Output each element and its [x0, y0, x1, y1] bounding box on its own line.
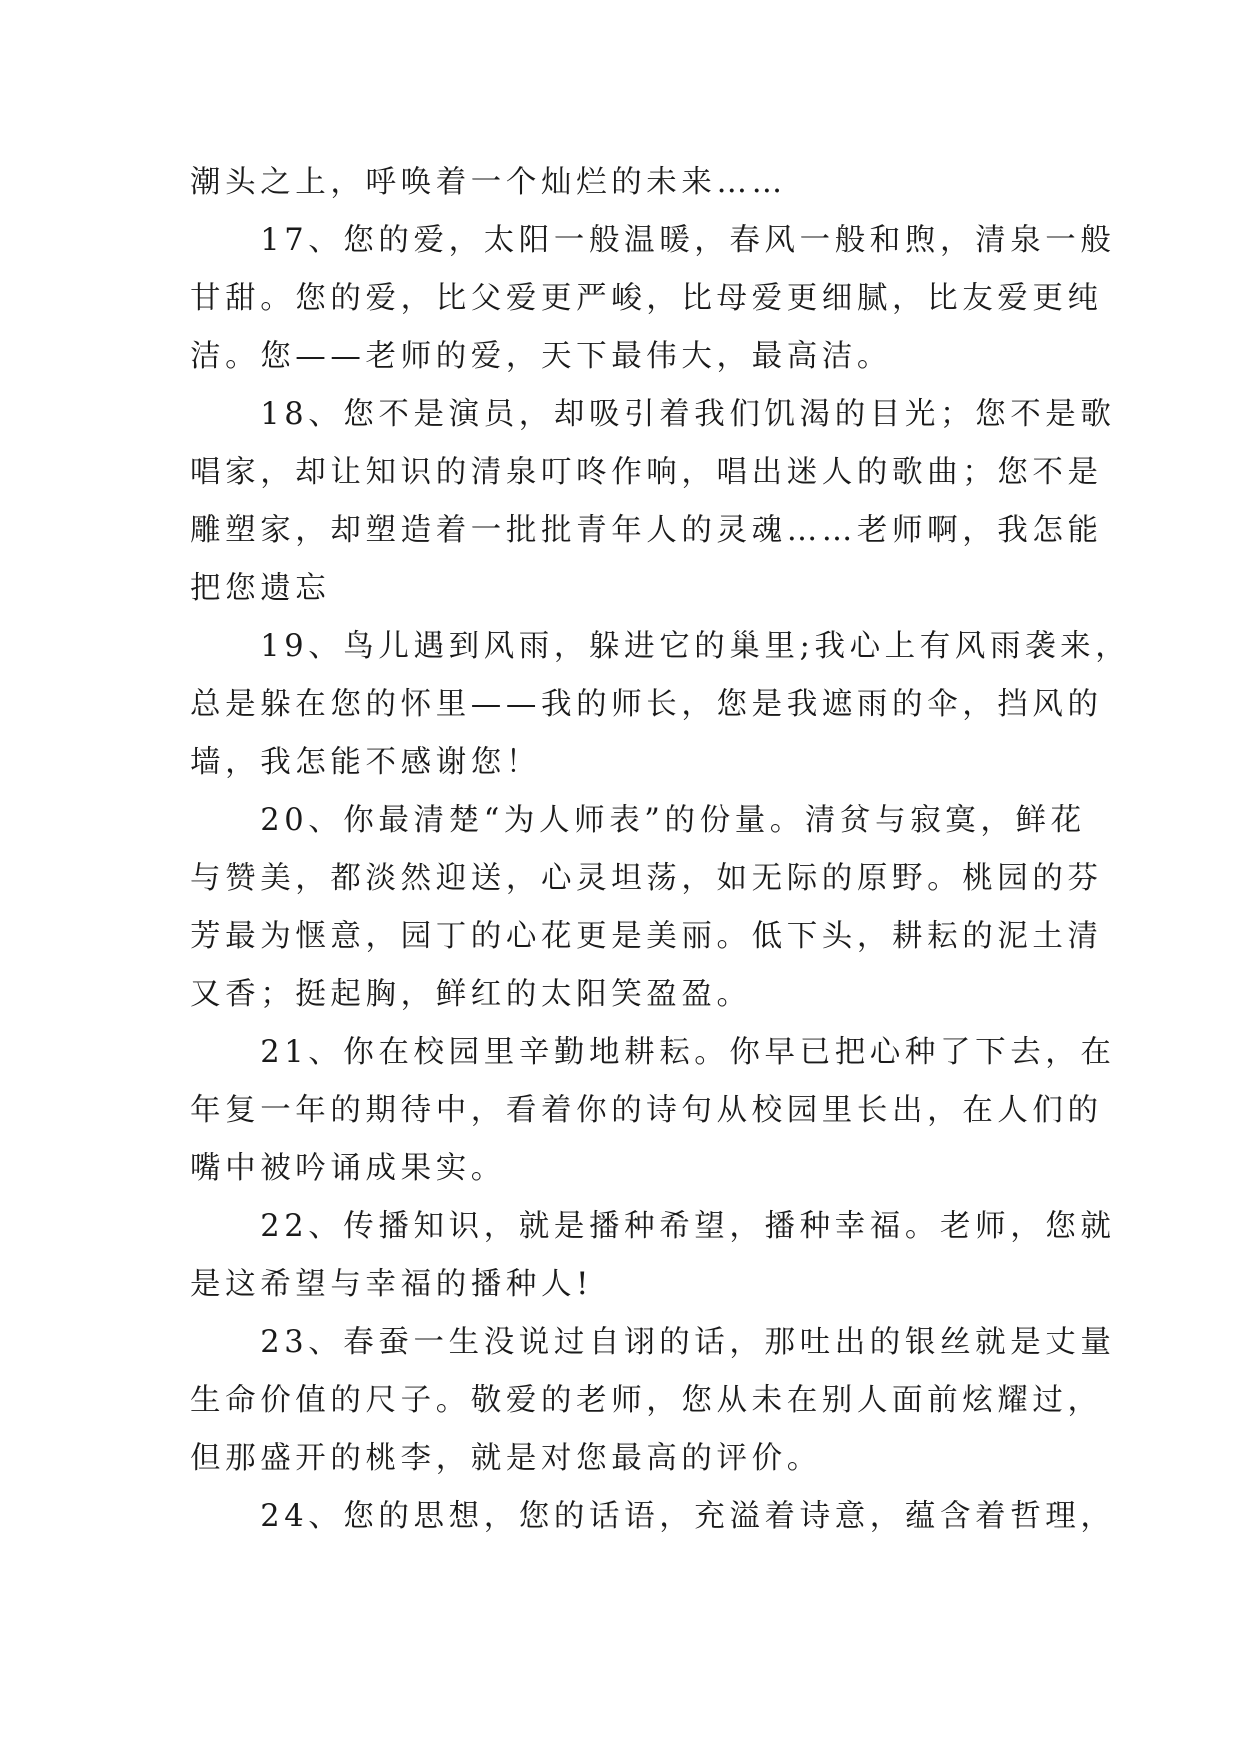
text-line: 21、你在校园里辛勤地耕耘。你早已把心种了下去，在 — [190, 1035, 1116, 1070]
text-line: 与赞美，都淡然迎送，心灵坦荡，如无际的原野。桃园的芬 — [190, 861, 1103, 896]
text-line: 18、您不是演员，却吸引着我们饥渴的目光；您不是歌 — [190, 397, 1116, 432]
text-line: 总是躲在您的怀里——我的师长，您是我遮雨的伞，挡风的 — [190, 687, 1103, 722]
text-line: 洁。您——老师的爱，天下最伟大，最高洁。 — [190, 339, 892, 374]
text-line: 年复一年的期待中，看着你的诗句从校园里长出，在人们的 — [190, 1093, 1103, 1128]
text-line: 19、鸟儿遇到风雨，躲进它的巢里;我心上有风雨袭来， — [190, 629, 1131, 664]
text-line: 芳最为惬意，园丁的心花更是美丽。低下头，耕耘的泥土清 — [190, 919, 1103, 954]
text-line: 把您遗忘 — [190, 571, 331, 606]
text-line: 是这希望与幸福的播种人! — [190, 1267, 593, 1302]
text-line: 但那盛开的桃李，就是对您最高的评价。 — [190, 1441, 822, 1476]
text-line: 雕塑家，却塑造着一批批青年人的灵魂……老师啊，我怎能 — [190, 513, 1103, 548]
text-line: 嘴中被吟诵成果实。 — [190, 1151, 506, 1186]
text-line: 又香；挺起胸，鲜红的太阳笑盈盈。 — [190, 977, 752, 1012]
text-line: 墙，我怎能不感谢您！ — [190, 745, 541, 780]
text-line: 唱家，却让知识的清泉叮咚作响，唱出迷人的歌曲；您不是 — [190, 455, 1103, 490]
text-line: 甘甜。您的爱，比父爱更严峻，比母爱更细腻，比友爱更纯 — [190, 281, 1103, 316]
text-line: 23、春蚕一生没说过自诩的话，那吐出的银丝就是丈量 — [190, 1325, 1116, 1360]
text-line: 生命价值的尺子。敬爱的老师，您从未在别人面前炫耀过， — [190, 1383, 1103, 1418]
text-line: 20、你最清楚“为人师表”的份量。清贫与寂寞，鲜花 — [190, 803, 1086, 838]
text-line: 潮头之上，呼唤着一个灿烂的未来…… — [190, 165, 787, 200]
body-text — [190, 154, 1131, 1546]
text-line: 22、传播知识，就是播种希望，播种幸福。老师，您就 — [190, 1209, 1116, 1244]
text-line: 24、您的思想，您的话语，充溢着诗意，蕴含着哲理， — [190, 1499, 1116, 1534]
text-line: 17、您的爱，太阳一般温暖，春风一般和煦，清泉一般 — [190, 223, 1116, 258]
